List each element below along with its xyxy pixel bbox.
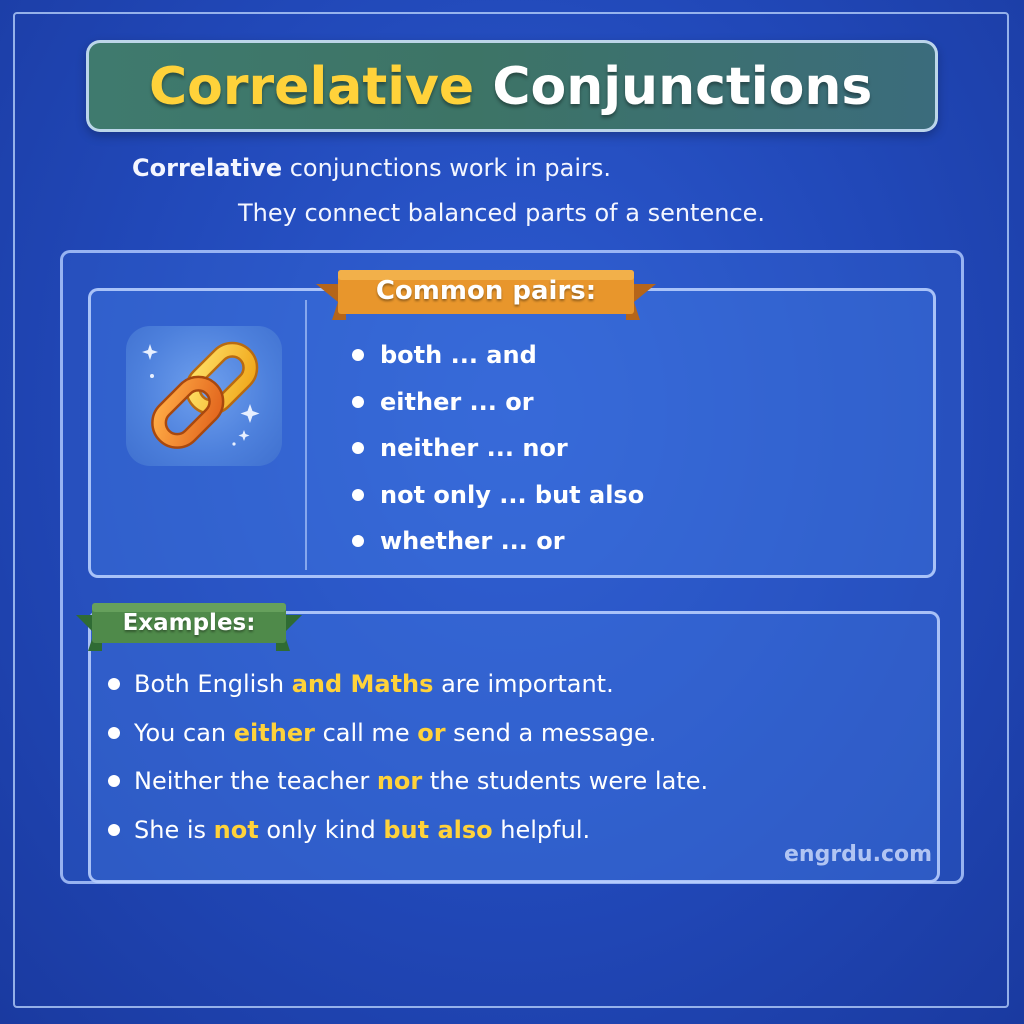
examples-heading: Examples: <box>122 610 256 636</box>
title-word-conjunctions: Conjunctions <box>492 57 873 117</box>
bullet-icon <box>352 349 364 361</box>
example-highlight: but also <box>383 815 493 844</box>
pairs-divider <box>305 300 307 570</box>
intro-line-1-rest: conjunctions work in pairs. <box>282 154 612 182</box>
example-highlight: and Maths <box>291 670 434 698</box>
pair-label: both ... and <box>380 341 537 369</box>
pair-label: either ... or <box>380 387 534 416</box>
pair-label: neither ... nor <box>380 434 568 462</box>
list-item <box>350 382 644 429</box>
list-item <box>350 475 644 522</box>
intro-line-2: They connect balanced parts of a sentence. <box>238 199 766 227</box>
bullet-icon <box>352 396 364 408</box>
list-item <box>106 713 708 762</box>
example-highlight: nor <box>376 767 423 795</box>
common-pairs-ribbon <box>316 268 656 314</box>
example-text: call me <box>314 718 418 747</box>
example-text: Both English <box>134 670 292 698</box>
common-pairs-heading: Common pairs: <box>375 276 597 306</box>
list-item <box>106 664 708 713</box>
bullet-icon <box>108 824 120 836</box>
page-title <box>89 57 935 117</box>
title-word-correlative: Correlative <box>149 57 475 117</box>
pairs-list <box>350 335 644 568</box>
example-text: are important. <box>433 670 614 698</box>
example-text: Neither the teacher <box>134 767 377 795</box>
list-item <box>106 761 708 810</box>
intro-bold-word: Correlative <box>132 154 283 182</box>
example-highlight: or <box>417 718 446 747</box>
bullet-icon <box>108 727 120 739</box>
example-text: You can <box>134 718 234 747</box>
examples-ribbon <box>76 601 302 647</box>
bullet-icon <box>108 775 120 787</box>
intro-line-1 <box>132 150 611 186</box>
list-item <box>106 810 708 859</box>
list-item <box>350 335 644 382</box>
chain-link-icon <box>126 326 282 466</box>
bullet-icon <box>352 489 364 501</box>
list-item <box>350 521 644 568</box>
example-text: She is <box>134 815 214 844</box>
example-highlight: either <box>233 718 315 747</box>
example-text: helpful. <box>492 815 591 844</box>
title-banner <box>86 40 938 132</box>
pair-label: whether ... or <box>380 527 565 555</box>
bullet-icon <box>108 678 120 690</box>
list-item <box>350 428 644 475</box>
watermark: engrdu.com <box>784 842 933 867</box>
examples-list <box>106 664 708 858</box>
example-highlight: not <box>213 815 259 844</box>
example-text: the students were late. <box>422 767 709 795</box>
bullet-icon <box>352 535 364 547</box>
bullet-icon <box>352 442 364 454</box>
pair-label: not only ... but also <box>380 480 645 509</box>
example-text: send a message. <box>445 718 657 747</box>
example-text: only kind <box>258 815 384 844</box>
